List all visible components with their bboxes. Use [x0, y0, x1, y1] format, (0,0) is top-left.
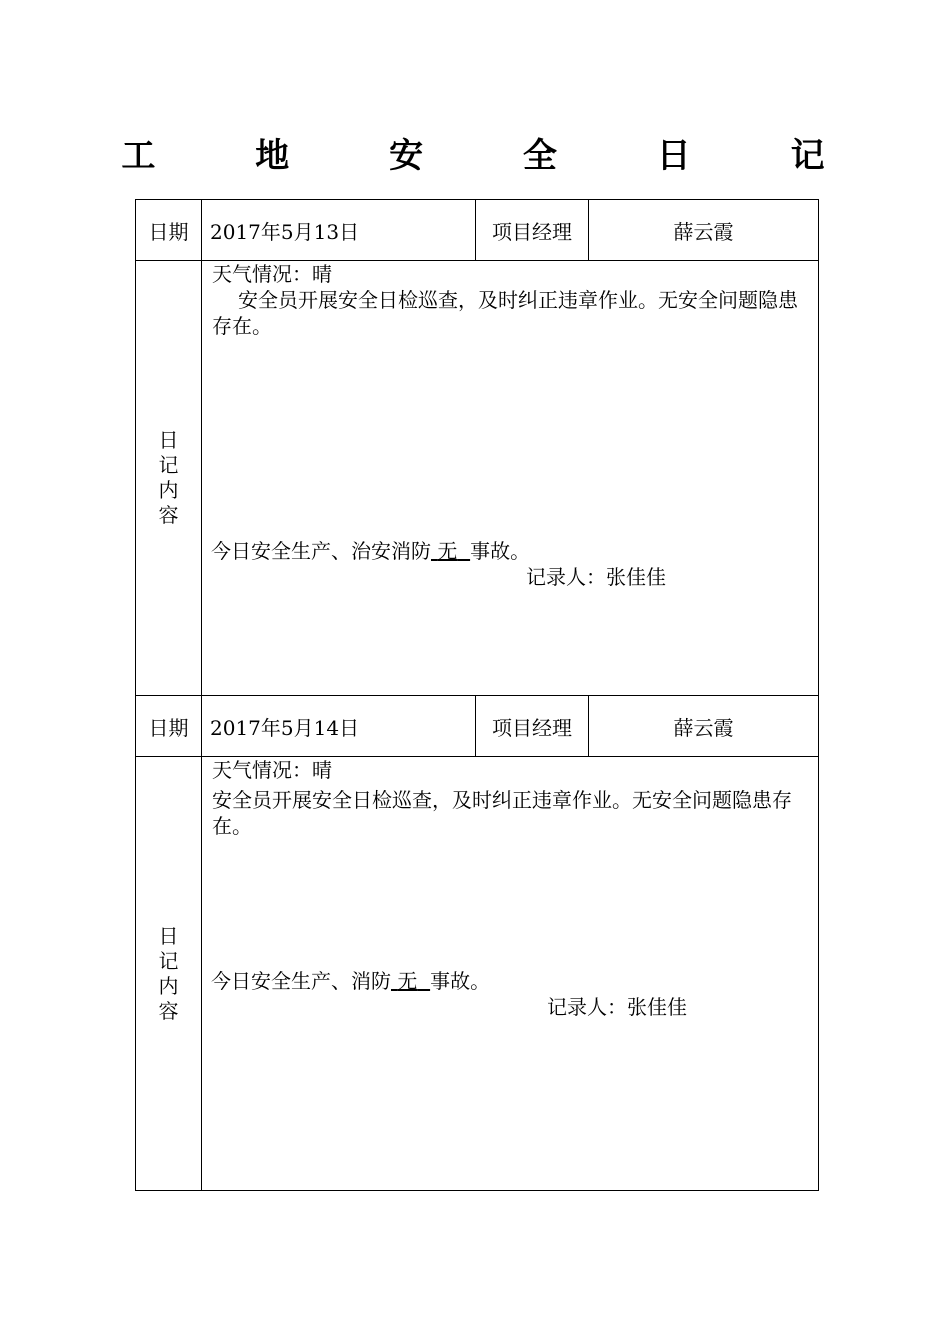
diary-text: 安全员开展安全日检巡查，及时纠正违章作业。无安全问题隐患存在。	[212, 288, 798, 338]
content-label-char: 记	[158, 453, 179, 477]
date-value-2: 2017年5月14日	[201, 695, 476, 757]
content-label-char: 日	[158, 428, 179, 452]
manager-value-1: 薛云霞	[588, 199, 819, 261]
page-title: 工 地 安 全 日 记	[121, 136, 869, 176]
content-label-char: 日	[158, 923, 179, 948]
date-label-1: 日期	[135, 199, 202, 261]
incident-suffix: 事故。	[470, 539, 531, 563]
weather: 天气情况：晴	[212, 758, 332, 782]
content-label-char: 容	[158, 998, 179, 1023]
incident-line-2	[211, 965, 490, 994]
diary-text: 安全员开展安全日检巡查，及时纠正违章作业。无安全问题隐患存在。	[212, 788, 792, 838]
content-label-char: 容	[158, 503, 179, 527]
content-label-2	[135, 756, 202, 1191]
manager-value-2: 薛云霞	[588, 695, 819, 757]
recorder-2: 记录人：张佳佳	[547, 995, 687, 1019]
manager-label-2: 项目经理	[475, 695, 589, 757]
content-label-char: 内	[158, 973, 179, 998]
content-label-char: 记	[158, 948, 179, 973]
date-label-2: 日期	[135, 695, 202, 757]
content-label-1	[135, 260, 202, 696]
content-label-char: 内	[158, 478, 179, 502]
incident-prefix: 今日安全生产、消防	[211, 969, 391, 993]
incident-suffix: 事故。	[430, 969, 491, 993]
incident-prefix: 今日安全生产、治安消防	[211, 539, 431, 563]
recorder-1: 记录人：张佳佳	[526, 565, 666, 589]
incident-line-1	[211, 535, 530, 564]
weather: 天气情况：晴	[212, 262, 332, 286]
incident-value: 无	[397, 969, 418, 993]
manager-label-1: 项目经理	[475, 199, 589, 261]
incident-value: 无	[437, 539, 458, 563]
content-body-1	[201, 260, 819, 696]
date-value-1: 2017年5月13日	[201, 199, 476, 261]
